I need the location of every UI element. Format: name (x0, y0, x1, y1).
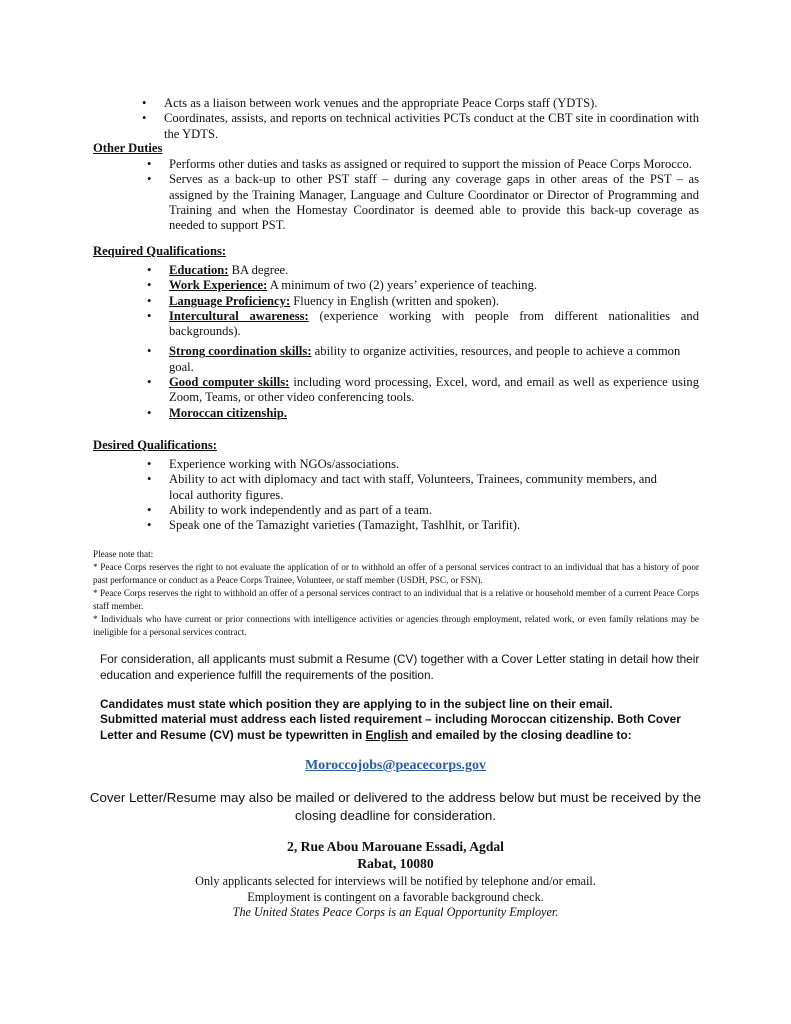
list-item (169, 344, 699, 375)
list-item: • Ability to act with diplomacy and tact with staff, Volunteers, Trainees, community members, and local authority figures. (169, 472, 679, 503)
qualification-text: including word processing, Excel, word, and email as well as experience using Zoom, Teams, or other video conferencing tools. (169, 375, 699, 405)
submission-instructions-line1: Candidates must state which position they are applying to in the subject line on their email. (100, 697, 613, 711)
email-link[interactable]: Moroccojobs@peacecorps.gov (304, 758, 487, 773)
closing-line: Employment is contingent on a favorable background check. (247, 889, 544, 904)
address-line: 2, Rue Abou Marouane Essadi, Agdal (287, 839, 504, 854)
list-item (169, 406, 699, 421)
list-item: • Coordinates, assists, and reports on technical activities PCTs conduct at the CBT site in coordination with the YDTS. (164, 111, 699, 142)
list-item: • Performs other duties and tasks as assigned or required to support the mission of Peace Corps Morocco. (169, 157, 699, 172)
qualification-label: Good computer skills: (169, 375, 290, 390)
closing-line: Only applicants selected for interviews will be notified by telephone and/or email. (195, 874, 596, 888)
consideration-paragraph: For consideration, all applicants must submit a Resume (CV) together with a Cover Letter stating in detail how their education and experience fulfill the requirements of the position. (100, 652, 700, 682)
closing-block (0, 874, 791, 921)
list-item (169, 309, 699, 340)
list-item: • Experience working with NGOs/associations. (169, 457, 679, 472)
qualification-text: Fluency in English (written and spoken). (290, 293, 499, 308)
note-item: * Peace Corps reserves the right to not evaluate the application of or to withhold an offer of a personal services contract to an individual that has a history of poor past performance or conduct as a Peace Corps Trainee, Volunteer, or staff member (USDH, PSC, or FSN). (93, 562, 699, 585)
notes-section (93, 548, 699, 639)
qualification-label: Moroccan citizenship. (169, 405, 287, 420)
qualification-label: Strong coordination skills: (169, 344, 312, 359)
mail-note (0, 789, 791, 825)
note-item: * Individuals who have current or prior connections with intelligence activities or agencies through employment, related work, or even family relations may be ineligible for a personal services contract. (93, 614, 699, 637)
qualification-text: (experience working with people from different nationalities and backgrounds). (169, 308, 699, 339)
desired-qualifications-list (169, 457, 679, 533)
list-item: • Speak one of the Tamazight varieties (Tamazight, Tashlhit, or Tarifit). (169, 518, 679, 533)
qualification-text: ability to organize activities, resources, and people to achieve a common goal. (169, 344, 681, 374)
list-item (169, 278, 699, 293)
qualification-label: Intercultural awareness: (169, 308, 309, 323)
qualification-label: Education: (169, 263, 229, 277)
qualification-label: Language Proficiency: (169, 293, 291, 308)
submission-instructions-line2 (100, 712, 700, 743)
other-duties-list (169, 157, 699, 233)
mail-note-line: closing deadline for consideration. (294, 808, 497, 823)
qualification-label: Work Experience: (169, 278, 268, 293)
instructions-text: and emailed by the closing deadline to: (408, 727, 632, 742)
desired-qualifications-heading: Desired Qualifications: (93, 438, 217, 452)
qualification-text: BA degree. (228, 263, 289, 277)
list-item (169, 375, 699, 406)
required-qualifications-list (169, 263, 699, 421)
email-container (0, 757, 791, 775)
equal-opportunity-statement: The United States Peace Corps is an Equal Opportunity Employer. (232, 905, 559, 919)
list-item (169, 294, 699, 309)
list-item: • Acts as a liaison between work venues and the appropriate Peace Corps staff (YDTS). (164, 96, 699, 111)
instructions-english: English (365, 727, 409, 742)
other-duties-heading: Other Duties (93, 141, 163, 155)
mail-note-line: Cover Letter/Resume may also be mailed or delivered to the address below but must be received by the (89, 790, 702, 805)
address-line: Rabat, 10080 (357, 856, 434, 871)
address-block (0, 838, 791, 872)
instructions-text: Submitted material must address each listed requirement – including Moroccan citizenship. Both Cover Letter and Resume (CV) must be typewritten in (100, 712, 681, 742)
required-qualifications-heading: Required Qualifications: (93, 244, 227, 258)
qualification-text: A minimum of two (2) years’ experience of teaching. (267, 278, 538, 293)
list-item (169, 263, 699, 278)
list-item: • Ability to work independently and as part of a team. (169, 503, 679, 518)
note-item: * Peace Corps reserves the right to withhold an offer of a personal services contract to an individual that is a relative or household member of a current Peace Corps staff member. (93, 588, 699, 611)
notes-intro: Please note that: (93, 549, 154, 559)
duties-continued-list (164, 96, 699, 142)
list-item: • Serves as a back-up to other PST staff – during any coverage gaps in other areas of the PST – as assigned by the Training Manager, Language and Culture Coordinator or Director of Programming and Training and when the Homestay Coordinator is deemed able to provide this back-up coverage as needed to support PST. (169, 172, 699, 233)
